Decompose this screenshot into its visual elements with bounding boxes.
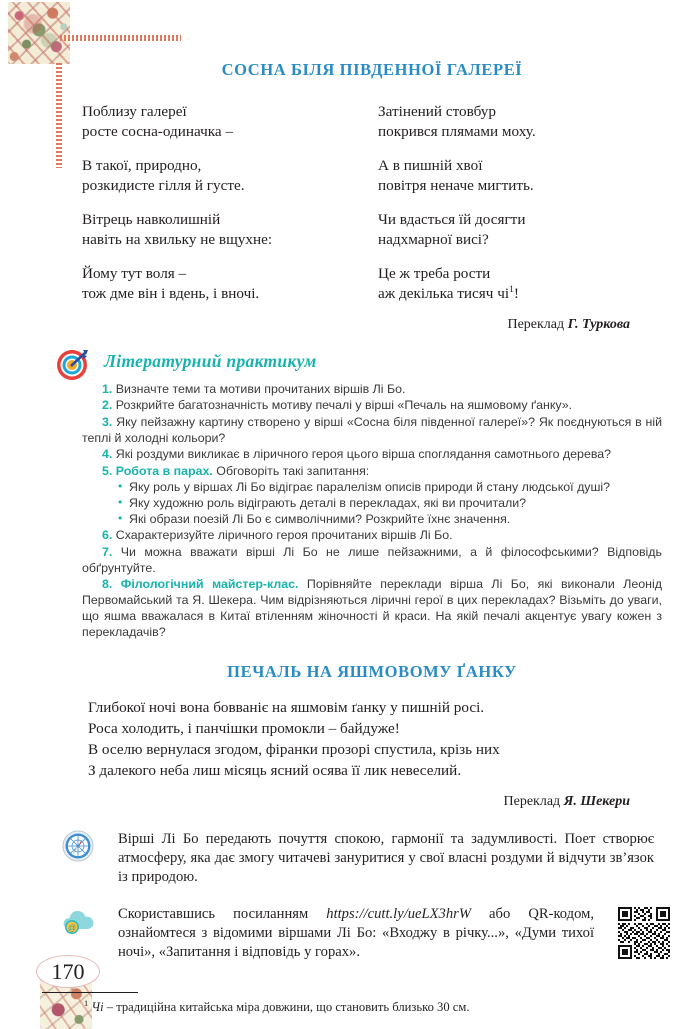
stanza	[378, 102, 662, 142]
task-number: 3.	[102, 414, 113, 429]
poem-line: росте сосна-одиначка –	[82, 123, 234, 141]
task-number: 8.	[102, 577, 113, 592]
poem-one-title: СОСНА БІЛЯ ПІВДЕННОЇ ГАЛЕРЕЇ	[221, 60, 523, 79]
poem-two-title: ПЕЧАЛЬ НА ЯШМОВОМУ ҐАНКУ	[227, 662, 517, 682]
task-item	[82, 414, 662, 446]
dashed-rule-vertical	[56, 63, 62, 168]
poem-line: покрився плямами моху.	[378, 123, 536, 141]
footnote-definition: – традиційна китайська міра довжини, що становить близько 30 см.	[103, 1000, 470, 1015]
poem-line: тож дме він і вдень, і вночі.	[82, 285, 260, 303]
poem-line: Глибокої ночі вона бовваніє на яшмовім ґанку у пишній росі.	[88, 699, 485, 717]
task-item	[82, 381, 662, 397]
poem-line: повітря неначе мигтить.	[378, 177, 534, 195]
floral-corner-ornament	[8, 2, 70, 64]
practicum-title: Літературний практикум	[104, 350, 317, 371]
task-text: Які роздуми викликає в ліричного героя цього вірша споглядання самотнього дерева?	[112, 447, 612, 462]
footnote-term: Чі	[91, 1000, 104, 1015]
task-number: 6.	[102, 528, 113, 543]
poem-line: В оселю вернулася згодом, фіранки прозорі спустила, крізь них	[88, 741, 500, 758]
footnote-area	[82, 992, 662, 1015]
stanza	[378, 156, 662, 196]
online-link-block	[67, 905, 662, 962]
poem-line-text: аж декілька тисяч чі	[378, 285, 510, 303]
task-number: 7.	[102, 544, 113, 559]
poem-line: Роса холодить, і панчішки промокли – байдуже!	[88, 720, 400, 738]
practicum-task-list	[82, 381, 662, 641]
task-item	[82, 397, 662, 413]
task-subitem: • Яку художню роль відіграють деталі в перекладах, які ви прочитали?	[120, 495, 662, 511]
poem-line: Вітрець навколишній	[82, 211, 221, 229]
poem-one-translator	[82, 317, 662, 333]
qr-code[interactable]	[618, 907, 670, 959]
page-number: 170	[36, 955, 100, 988]
poem-line: Це ж треба рости	[378, 265, 491, 283]
stanza	[378, 264, 662, 304]
poem-line: В такої, природно,	[82, 157, 202, 175]
link-text-before: Скориставшись посиланням	[118, 905, 327, 922]
task-text: Порівняйте переклади вірша Лі Бо, які виконали Леонід Первомайський та Я. Шекера. Чим відрізняються ліричні герої в цих перекладах? Візьміть до уваги, що яшма вважалася в Китаї втіленням жіночності й краси. На якій печалі акцентує увагу кожен з перекладачів?	[82, 577, 662, 640]
stanza	[82, 264, 366, 304]
translator-name: Я. Шекери	[563, 793, 630, 809]
task-subitem: • Яку роль у віршах Лі Бо відіграє паралелізм описів природи й стану людської душі?	[120, 479, 662, 495]
stanza	[378, 210, 662, 250]
task-text: Яку пейзажну картину створено у вірші «Сосна біля південної галереї»? Як поєднуються в ній теплі й холодні кольори?	[82, 414, 662, 445]
poem-line: З далекого неба лиш місяць ясний осява її лик невеселий.	[88, 761, 462, 779]
poem-one-right-column	[366, 102, 662, 305]
poem-one-body	[82, 102, 662, 305]
task-highlight: Філологічний майстер-клас.	[112, 577, 299, 592]
practicum-header	[82, 351, 662, 377]
task-number: 2.	[102, 398, 113, 413]
task-text: Схарактеризуйте ліричного героя прочитаних віршів Лі Бо.	[112, 528, 453, 543]
task-number: 4.	[102, 447, 113, 462]
poem-line: Йому тут воля –	[82, 265, 187, 283]
task-number: 1.	[102, 381, 113, 396]
footnote-rule	[42, 992, 138, 993]
stanza	[82, 210, 366, 250]
translator-prefix: Переклад	[507, 316, 568, 332]
task-subitem: • Які образи поезій Лі Бо є символічними? Розкрийте їхнє значення.	[120, 511, 662, 527]
task-item	[82, 527, 662, 543]
svg-text:@: @	[67, 923, 77, 933]
task-text: Обговоріть такі запитання:	[212, 463, 370, 478]
task-item	[82, 576, 662, 640]
translator-name: Г. Туркова	[567, 316, 630, 332]
task-item	[82, 544, 662, 576]
poem-two-translator	[82, 794, 662, 810]
poem-line: Поблизу галереї	[82, 103, 187, 120]
task-text: Чи можна вважати вірші Лі Бо не лише пейзажними, а й філософськими? Відповідь обґрунтуйте.	[82, 544, 662, 575]
task-number: 5.	[102, 463, 113, 478]
task-text: Розкрийте багатозначність мотиву печалі у вірші «Печаль на яшмовому ґанку».	[112, 398, 573, 413]
cloud-at-icon	[60, 903, 98, 937]
poem-line-tail: !	[513, 285, 519, 303]
poem-line: Чи вдасться їй досягти	[378, 211, 526, 229]
task-item	[82, 463, 662, 479]
poem-line: А в пишній хвої	[378, 157, 483, 175]
task-item	[82, 446, 662, 462]
footnote-text	[82, 998, 662, 1015]
external-url[interactable]: https://cutt.ly/ueLX3hrW	[326, 905, 471, 922]
link-text-after: або QR-кодом, ознайомтеся з відомими віршами Лі Бо: «Входжу в річку...», «Думи тихої ночі», «Запитання і відповідь у горах».	[118, 905, 595, 960]
stanza	[82, 156, 366, 196]
task-text: Визначте теми та мотиви прочитаних віршів Лі Бо.	[112, 381, 406, 396]
poem-line: розкидисте гілля й густе.	[82, 177, 245, 195]
poem-line: навіть на хвильку не вщухне:	[82, 231, 273, 249]
footnote-ref: 1	[509, 285, 514, 296]
stanza	[82, 102, 366, 142]
poem-one-left-column	[82, 102, 366, 305]
compass-icon	[62, 830, 94, 862]
poem-line: Затінений стовбур	[378, 103, 496, 120]
poem-line: надхмарної висі?	[378, 231, 489, 249]
task-highlight: Робота в парах.	[112, 463, 213, 478]
target-dart-icon	[56, 347, 90, 381]
translator-prefix: Переклад	[503, 793, 564, 809]
poem-two-body	[82, 698, 662, 782]
task-subitem-list	[82, 479, 662, 527]
insight-note-text: Вірші Лі Бо передають почуття спокою, гармонії та задумливості. Поет створює атмосферу, яка дає змогу читачеві зануритися у свої власні роздуми й відчути зв’язок із природою.	[118, 830, 654, 885]
footnote-marker: 1	[84, 997, 89, 1008]
insight-note	[82, 830, 662, 887]
poem-line-with-footnote	[378, 284, 662, 304]
